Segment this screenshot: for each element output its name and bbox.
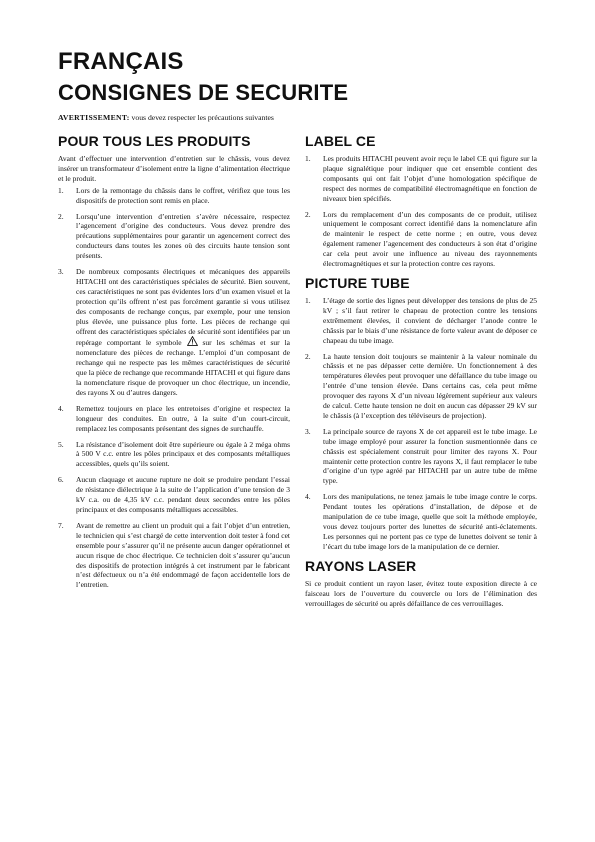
list-item [58,440,290,470]
list-item [305,492,537,551]
left-column [58,133,290,596]
item-text: Lors de la remontage du châssis dans le coffret, vérifiez que tous les dispositifs de protection sont remis en place. [76,185,290,205]
item-text: Remettez toujours en place les entretoises d’origine et respectez la longueur des conduites. En outre, à la suite d’un court-circuit, remplacez les composants présentant des signes de surchauffe. [76,403,290,433]
section-heading-rayons-laser: RAYONS LASER [305,557,417,574]
list-item [58,521,290,590]
list-item [305,296,537,346]
list-item [58,267,290,398]
item-number: 5. [58,439,64,449]
item-number: 1. [58,185,64,195]
item-number: 4. [58,403,64,413]
item-number: 7. [58,520,64,530]
all-products-list [58,186,290,591]
item-text: La résistance d’isolement doit être supérieure ou égale à 2 méga ohms à 500 V c.c. entre les pôles principaux et des composants métalliques accessibles, quels qu’ils soient. [76,439,290,469]
item-number: 2. [305,209,311,219]
item-number: 6. [58,475,64,485]
item-text: Aucun claquage et aucune rupture ne doit se produire pendant l’essai de résistance diélectrique à la suite de l’application d’une tension de 3 kV c.a. ou de 4,35 kV c.c. pendant deux secondes entre les pôles principaux et des composants métalliques accessibles. [76,475,290,514]
item-number: 3. [305,426,311,436]
warning-triangle-icon [187,336,198,346]
warning-text: vous devez respecter les précautions suivantes [129,113,274,122]
rayons-laser-text: Si ce produit contient un rayon laser, évitez toute exposition directe à ce faisceau lors de l’ouverture du couvercle ou lors de l’élimination des verrouillages de sécurité ou après défaillance de ces verrouillages. [305,578,537,608]
item-text: Les produits HITACHI peuvent avoir reçu le label CE qui figure sur la plaque signalétique pour indiquer que cet ensemble contient des composants qui ont fait l’objet d’une homologation spécifique de respect des normes de compatibilité électromagnétique en fonction de niveaux bien spécifiés. [323,154,537,203]
item-text [76,267,290,398]
item-text: Avant de remettre au client un produit qui a fait l’objet d’un entretien, le technicien qui s’est chargé de cette intervention doit tester à fond cet ensemble pour s’assurer qu’il ne présente aucun danger opérationnel et aucun risque de choc électrique. Ce technicien doit s’assurer qu’aucun des dispositifs de protection intégrés à cet instrument par le fabricant n’est défectueux ou n’a été endommagé de façon accidentelle lors de l’entretien. [76,520,290,590]
item-text: Lors du remplacement d’un des composants de ce produit, utilisez uniquement le composant correct identifié dans la nomenclature afin de maintenir le respect de cette norme ; en outre, vous devez également ramener l’agencement des conducteurs à son état d’origine car cela peut avoir une influence au niveau des rayonnements électromagnétiques et sur la protection contre ces rayons. [323,209,537,269]
list-item [58,212,290,262]
picture-tube-list [305,296,537,552]
item-number: 4. [305,492,311,502]
section-intro: Avant d’effectuer une intervention d’entretien sur le châssis, vous devez insérer un transformateur d’isolement entre la ligne d’alimentation électrique et le produit. [58,154,290,183]
page-title: CONSIGNES DE SECURITE [58,80,349,105]
item-text: Lors des manipulations, ne tenez jamais le tube image contre le corps. Pendant toutes les opérations d’installation, de dépose et de manipulation de ce tube image, quelle que soit la méthode employée, vous devez toujours porter des lunettes de sécurité anti-éclatements. Les personnes qui ne portent pas ce type de lunettes doivent se tenir à l’écart du tube image lors de la manipulation de ce dernier. [323,492,537,551]
label-ce-list [305,154,537,269]
item-text: La haute tension doit toujours se maintenir à la valeur nominale du châssis et ne pas dépasser cette dernière. Un fonctionnement à des températures élevées peut provoquer une défaillance du tube image ou l’entrée d’une tension élevée. Dans certains cas, cela peut même provoquer des rayons X d’un niveau légèrement supérieur aux valeurs de calcul. Cette haute tension ne doit en aucun cas dépasser 29 kV sur le châssis (à l’exception des téléviseurs de projection). [323,351,537,420]
list-item [305,210,537,269]
list-item [58,186,290,206]
list-item [58,404,290,434]
item-text: L’étage de sortie des lignes peut développer des tensions de plus de 25 kV ; s’il faut retirer le chapeau de protection contre les tensions extrêmement élevées, il convient de décharger l’anode contre le châssis par le biais d’une résistance de forte valeur avant de déposer ce chapeau du tube image. [323,295,537,345]
item-text: Lorsqu’une intervention d’entretien s’avère nécessaire, respectez l’agencement d’origine des conducteurs. Vous devez prendre des précautions supplémentaires pour garantir un agencement correct des conducteurs dans toutes les zones où des circuits haute tension sont présents. [76,211,290,261]
list-item [58,475,290,515]
section-heading-picture-tube: PICTURE TUBE [305,274,410,291]
item-text-part-a: De nombreux composants électriques et mécaniques des appareils HITACHI ont des caractéristiques spéciales de sécurité. Bien souvent, ces caractéristiques ne sont pas évidentes lors d’un examen visuel et la protection qu’ils offrent n’est pas forcément garantie si vous utilisez des composants de rechange conçus, par exemple, pour une tension plus élevée, une puissance plus forte. Les pièces de rechange qui offrent des caractéristiques spéciales de sécurité sont identifiées par un repérage comportant le symbole [76,267,290,348]
section-heading-all-products: POUR TOUS LES PRODUITS [58,133,251,149]
list-item [305,352,537,421]
item-number: 1. [305,154,311,163]
item-text-part-b: sur les schémas et sur la nomenclature des pièces de rechange. L’emploi d’un composant de rechange qui ne respecte pas les mêmes caractéristiques de sécurité que la pièce de rechange que recommande HITACHI et qui figure dans la nomenclature risque de provoquer un choc électrique, un incendie, des rayons X ou d’autres dangers. [76,338,291,397]
warning-label: AVERTISSEMENT: [58,113,130,122]
item-number: 1. [305,295,311,305]
item-number: 2. [305,351,311,361]
warning-line [58,113,274,122]
item-number: 2. [58,211,64,221]
section-heading-label-ce: LABEL CE [305,133,376,149]
item-text: La principale source de rayons X de cet appareil est le tube image. Le tube image employé pour assurer la fonction susmentionnée dans ce châssis est spécialement construit pour limiter des rayons X. Pour maintenir cette protection contre les rayons X, il faut remplacer le tube d’origine d’un type agréé par HITACHI par un autre tube de même type. [323,426,537,486]
language-heading: FRANÇAIS [58,48,184,75]
right-column [305,133,537,610]
list-item [305,154,537,204]
item-number: 3. [58,267,64,277]
list-item [305,427,537,486]
